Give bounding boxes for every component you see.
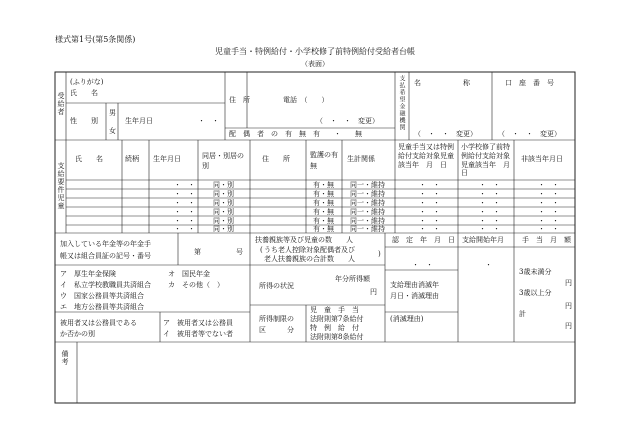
reason-label-1: 支給理由消滅年	[390, 281, 439, 289]
support-bracket-close: )	[378, 250, 381, 258]
certify-date-dots: ・ ・	[412, 261, 433, 269]
not-target-cell: ・ ・	[538, 208, 559, 216]
target-b-header: 小学校修了前特例給付支給対象児童該当年 月 日	[461, 143, 517, 178]
livelihood-header: 生計関係	[347, 155, 375, 163]
recipient-sex-label: 性 別	[70, 117, 98, 125]
tokurei-label-2: 法附則第8条給付	[310, 333, 364, 341]
support-line-1: うち老人控除対象配偶者及び	[264, 246, 355, 254]
pension-label-2: 帳又は組合員証の記号・番号	[60, 252, 151, 260]
pension-number: 第 号	[194, 248, 243, 256]
cohab-cell: 同・別	[213, 217, 234, 225]
reason-label-2: 月日・消滅理由	[390, 292, 439, 300]
tokurei-label-1: 特 例 給 付	[310, 324, 359, 332]
not-target-cell: ・ ・	[538, 181, 559, 189]
allowance-under3-yen: 円	[565, 279, 572, 287]
income-limit-label-2: 区 分	[259, 326, 294, 334]
pension-label-1: 加入している年金等の年金手	[60, 240, 151, 248]
relation-header: 続柄	[125, 155, 139, 163]
recipient-birth-label: 生年月日	[125, 117, 153, 125]
address-change: （ ・ ・ 変更）	[316, 117, 379, 125]
child-birth-cell: ・ ・	[174, 181, 195, 189]
start-month-label: 支給開始年月	[462, 236, 504, 244]
custody-header: 監護の有 無	[310, 151, 345, 170]
allowance-over3: 3歳以上分	[519, 289, 552, 297]
livelihood-cell: 同一・維持	[350, 208, 385, 216]
support-count-label: 扶養親族等及び児童の数 人	[255, 236, 353, 244]
spouse-label: 配 偶 者 の 有 無 有 ・ 無	[229, 130, 362, 138]
pension-option-d: エ 地方公務員等共済組合	[60, 303, 144, 311]
sex-male: 男	[109, 109, 116, 117]
allowance-total-yen: 円	[565, 322, 572, 330]
support-line-2: 老人扶養親族の合計数 人	[264, 255, 355, 263]
child-birth-cell: ・ ・	[174, 190, 195, 198]
custody-cell: 有・無	[313, 217, 334, 225]
bank-section-label: 支払希望金融機関	[398, 75, 405, 131]
bank-change-left: （ ・ ・ 変更）	[414, 130, 477, 138]
not-target-cell: ・ ・	[538, 217, 559, 225]
bank-name-label: 名 称	[414, 79, 470, 87]
remarks-label: 備考	[61, 350, 69, 366]
target-b-cell: ・ ・	[479, 208, 500, 216]
not-target-cell: ・ ・	[538, 199, 559, 207]
jidou-label-2: 法附則第7条給付	[310, 315, 364, 323]
target-b-cell: ・ ・	[479, 190, 500, 198]
pension-option-c: ウ 国家公務員等共済組合	[60, 292, 144, 300]
target-a-cell: ・ ・	[419, 208, 440, 216]
target-b-cell: ・ ・	[479, 199, 500, 207]
cohab-cell: 同・別	[213, 225, 234, 233]
cohab-cell: 同・別	[213, 181, 234, 189]
pension-option-o: オ 国民年金	[168, 270, 210, 278]
start-month-dot: ・	[485, 261, 492, 269]
cohab-cell: 同・別	[213, 199, 234, 207]
account-number-label: 口 座 番 号	[505, 79, 554, 87]
custody-cell: 有・無	[313, 190, 334, 198]
target-b-cell: ・ ・	[479, 181, 500, 189]
livelihood-cell: 同一・維持	[350, 190, 385, 198]
address-label: 住 所	[229, 96, 250, 104]
support-bracket-open: (	[260, 246, 263, 254]
page-subtitle: （表面）	[301, 60, 329, 68]
not-target-cell: ・ ・	[538, 190, 559, 198]
pension-option-ka: カ その他（ ）	[168, 281, 224, 289]
livelihood-cell: 同一・維持	[350, 199, 385, 207]
page-title: 児童手当・特例給付・小学校修了前特例給付受給者台帳	[215, 47, 415, 56]
income-yen: 円	[370, 288, 377, 296]
sex-female: 女	[109, 127, 116, 135]
pension-option-a: ア 厚生年金保険	[60, 270, 116, 278]
target-a-cell: ・ ・	[419, 181, 440, 189]
income-status-label: 所得の状況	[259, 282, 294, 290]
not-target-cell: ・ ・	[538, 225, 559, 233]
jidou-label-1: 児 童 手 当	[310, 306, 359, 314]
target-b-cell: ・ ・	[479, 217, 500, 225]
target-a-cell: ・ ・	[419, 199, 440, 207]
cohab-header: 同居・別居の別	[202, 152, 244, 170]
income-limit-label-1: 所得制限の	[259, 315, 294, 323]
custody-cell: 有・無	[313, 199, 334, 207]
insured-option-i: イ 被用者等でない者	[163, 330, 233, 338]
recipient-birth-dots: ・ ・	[198, 117, 219, 125]
target-b-cell: ・ ・	[479, 225, 500, 233]
child-birth-cell: ・ ・	[174, 225, 195, 233]
allowance-over3-yen: 円	[565, 302, 572, 310]
livelihood-cell: 同一・維持	[350, 225, 385, 233]
child-name-header: 氏 名	[75, 155, 103, 163]
insured-label-2: か否かの別	[60, 330, 95, 338]
certify-date-label: 認 定 年 月 日	[392, 236, 455, 244]
recipient-name-label: 氏 名	[70, 89, 98, 97]
child-birth-cell: ・ ・	[174, 217, 195, 225]
custody-cell: 有・無	[313, 208, 334, 216]
income-amount-label: 年分所得額	[335, 275, 370, 283]
target-a-cell: ・ ・	[419, 225, 440, 233]
child-birth-cell: ・ ・	[174, 199, 195, 207]
phone-label: 電話 （ ）	[283, 96, 329, 104]
allowance-total: 計	[519, 310, 526, 318]
allowance-label: 手 当 月 額	[522, 236, 571, 244]
cohab-cell: 同・別	[213, 208, 234, 216]
child-birth-header: 生年月日	[153, 155, 181, 163]
child-birth-cell: ・ ・	[174, 208, 195, 216]
target-a-header: 児童手当又は特例給付支給対象児童該当年 月 日	[398, 143, 454, 169]
bank-change-right: （ ・ ・ 変更）	[498, 130, 561, 138]
recipient-section-label: 受給者	[57, 92, 65, 116]
target-a-cell: ・ ・	[419, 217, 440, 225]
insured-option-a: ア 被用者又は公務員	[163, 319, 233, 327]
livelihood-cell: 同一・維持	[350, 181, 385, 189]
furigana-label: (ふりがな)	[70, 78, 104, 86]
pension-option-b: イ 私立学校教職員共済組合	[60, 281, 151, 289]
reason-label-3: (消滅理由)	[390, 315, 424, 323]
allowance-under3: 3歳未満分	[519, 268, 552, 276]
form-number: 様式第1号(第5条関係)	[55, 35, 136, 44]
target-a-cell: ・ ・	[419, 190, 440, 198]
custody-cell: 有・無	[313, 225, 334, 233]
not-target-header: 非該当年月日	[521, 155, 563, 163]
custody-cell: 有・無	[313, 181, 334, 189]
insured-label-1: 被用者又は公務員である	[60, 319, 137, 327]
cohab-cell: 同・別	[213, 190, 234, 198]
children-section-label: 支給要件児童	[57, 162, 65, 210]
child-address-header: 住 所	[262, 155, 290, 163]
livelihood-cell: 同一・維持	[350, 217, 385, 225]
